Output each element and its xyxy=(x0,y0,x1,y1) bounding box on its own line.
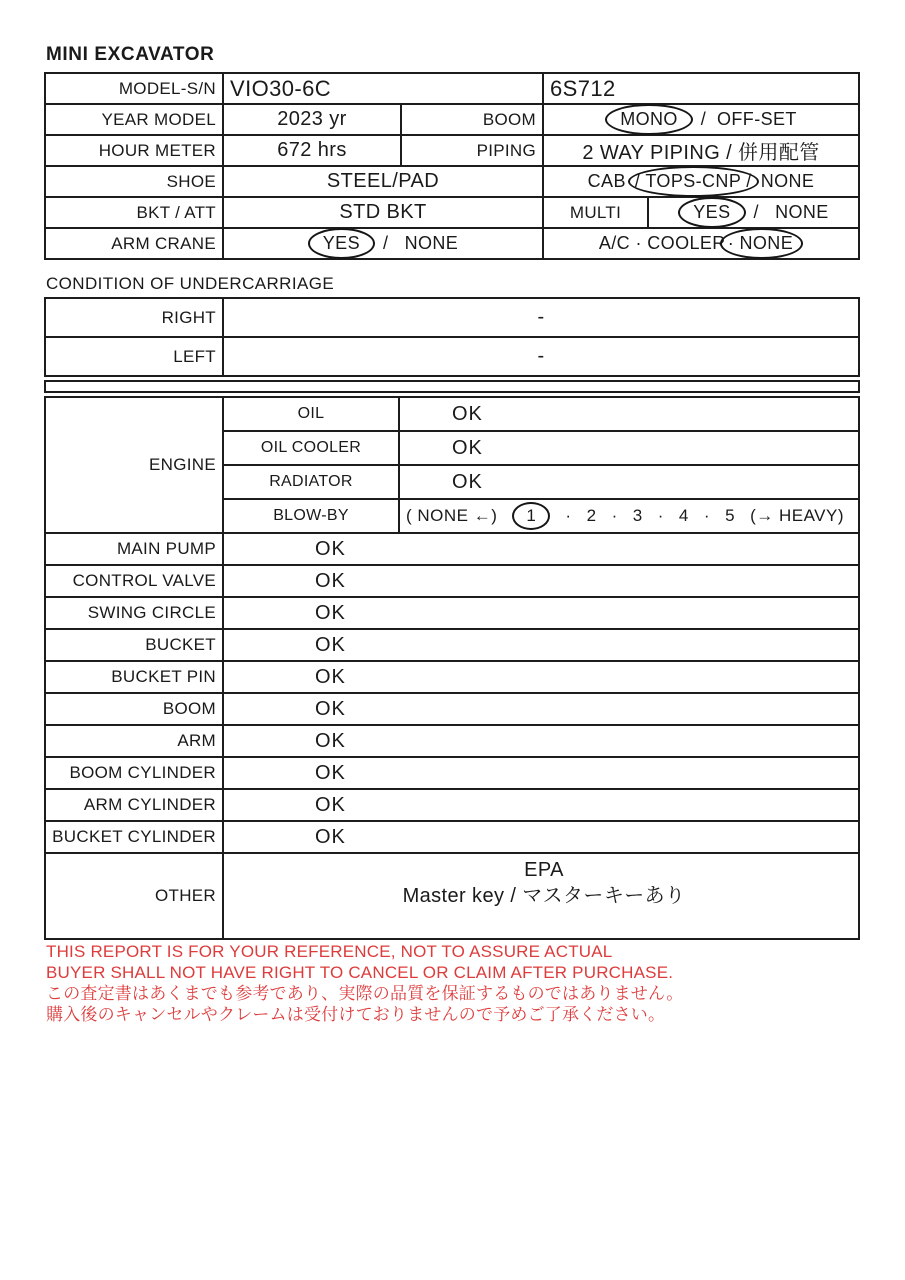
blowby-1-circled: 1 xyxy=(512,502,550,530)
undercarriage-table xyxy=(44,297,860,377)
arm-row-value: OK xyxy=(224,726,858,756)
model-sn-label: MODEL-S/N xyxy=(46,74,222,103)
disclaimer-line-3: この査定書はあくまでも参考であり、実際の品質を保証するものではありません。 xyxy=(46,984,684,1003)
boom-value xyxy=(544,105,858,134)
arm-crane-none-option: / NONE xyxy=(383,233,459,253)
arm-crane-yes-circled: YES xyxy=(308,228,375,259)
model-value: VIO30-6C xyxy=(224,74,542,103)
bkt-att-label: BKT / ATT xyxy=(46,198,222,227)
boom-row-value: OK xyxy=(224,694,858,724)
swing-circle-value: OK xyxy=(224,598,858,628)
page-title: MINI EXCAVATOR xyxy=(46,44,215,65)
disclaimer-line-4: 購入後のキャンセルやクレームは受付けておりませんので予めご了承ください。 xyxy=(46,1005,666,1024)
disclaimer-line-2: BUYER SHALL NOT HAVE RIGHT TO CANCEL OR CLAIM AFTER PURCHASE. xyxy=(46,963,674,982)
boom-mono-circled: MONO xyxy=(605,104,693,135)
blowby-2: 2 xyxy=(586,506,597,525)
undercarriage-left-value: - xyxy=(224,338,858,375)
boom-row-label: BOOM xyxy=(46,694,222,724)
engine-radiator-label: RADIATOR xyxy=(224,466,398,498)
undercarriage-right-value: - xyxy=(224,299,858,336)
year-model-label: YEAR MODEL xyxy=(46,105,222,134)
arm-crane-label: ARM CRANE xyxy=(46,229,222,258)
other-line-epa: EPA xyxy=(524,859,564,881)
piping-value: 2 WAY PIPING / 併用配管 xyxy=(544,136,858,165)
control-valve-label: CONTROL VALVE xyxy=(46,566,222,596)
cab-option: CAB xyxy=(587,171,626,191)
shoe-value: STEEL/PAD xyxy=(224,167,542,196)
disclaimer-line-1: THIS REPORT IS FOR YOUR REFERENCE, NOT TO ASSURE ACTUAL xyxy=(46,942,613,961)
blowby-4: 4 xyxy=(678,506,689,525)
bucket-pin-label: BUCKET PIN xyxy=(46,662,222,692)
control-valve-value: OK xyxy=(224,566,858,596)
ac-none-circled: · NONE xyxy=(720,228,803,259)
bucket-label: BUCKET xyxy=(46,630,222,660)
boom-offset-option: / OFF-SET xyxy=(700,109,797,129)
bucket-cylinder-label: BUCKET CYLINDER xyxy=(46,822,222,852)
undercarriage-left-label: LEFT xyxy=(46,338,222,375)
disclaimer-block xyxy=(46,941,683,1025)
blowby-dot: · xyxy=(611,506,618,525)
engine-blowby-scale xyxy=(400,500,858,532)
year-model-value: 2023 yr xyxy=(224,105,400,134)
shoe-label: SHOE xyxy=(46,167,222,196)
swing-circle-label: SWING CIRCLE xyxy=(46,598,222,628)
engine-radiator-value: OK xyxy=(400,466,858,498)
bucket-value: OK xyxy=(224,630,858,660)
main-pump-label: MAIN PUMP xyxy=(46,534,222,564)
arm-cylinder-label: ARM CYLINDER xyxy=(46,790,222,820)
arm-crane-value xyxy=(224,229,542,258)
blowby-5: 5 xyxy=(725,506,736,525)
arm-row-label: ARM xyxy=(46,726,222,756)
inspection-table xyxy=(44,396,860,940)
undercarriage-heading: CONDITION OF UNDERCARRIAGE xyxy=(46,274,335,293)
engine-blowby-label: BLOW-BY xyxy=(224,500,398,532)
undercarriage-right-label: RIGHT xyxy=(46,299,222,336)
ac-cooler-options: A/C · COOLER xyxy=(598,233,726,253)
empty-band xyxy=(44,380,860,393)
boom-cylinder-label: BOOM CYLINDER xyxy=(46,758,222,788)
serial-value: 6S712 xyxy=(544,74,858,103)
bucket-cylinder-value: OK xyxy=(224,822,858,852)
cab-tops-cnp-circled: / TOPS-CNP / xyxy=(628,166,759,197)
ac-cooler-value xyxy=(544,229,858,258)
blowby-dot: · xyxy=(657,506,664,525)
engine-label: ENGINE xyxy=(46,398,222,532)
other-line-master-key: Master key / マスターキーあり xyxy=(402,885,686,907)
engine-oil-cooler-value: OK xyxy=(400,432,858,464)
hour-meter-value: 672 hrs xyxy=(224,136,400,165)
piping-label: PIPING xyxy=(402,136,542,165)
engine-oil-cooler-label: OIL COOLER xyxy=(224,432,398,464)
bkt-att-value: STD BKT xyxy=(224,198,542,227)
main-pump-value: OK xyxy=(224,534,858,564)
boom-label: BOOM xyxy=(402,105,542,134)
engine-oil-value: OK xyxy=(400,398,858,430)
blowby-dot: · xyxy=(565,506,572,525)
other-value xyxy=(224,854,858,938)
bucket-pin-value: OK xyxy=(224,662,858,692)
multi-value xyxy=(649,198,858,227)
hour-meter-label: HOUR METER xyxy=(46,136,222,165)
multi-none-option: / NONE xyxy=(753,202,829,222)
blowby-heavy-end: (→ HEAVY) xyxy=(750,506,844,525)
multi-label: MULTI xyxy=(544,198,647,227)
spec-table xyxy=(44,72,860,260)
blowby-3: 3 xyxy=(632,506,643,525)
blowby-dot: · xyxy=(703,506,711,525)
cab-value xyxy=(544,167,858,196)
arm-cylinder-value: OK xyxy=(224,790,858,820)
other-label: OTHER xyxy=(46,854,222,938)
engine-oil-label: OIL xyxy=(224,398,398,430)
boom-cylinder-value: OK xyxy=(224,758,858,788)
cab-none-option: NONE xyxy=(760,171,815,191)
multi-yes-circled: YES xyxy=(678,197,745,228)
blowby-none-end: ( NONE ←) xyxy=(406,506,498,525)
